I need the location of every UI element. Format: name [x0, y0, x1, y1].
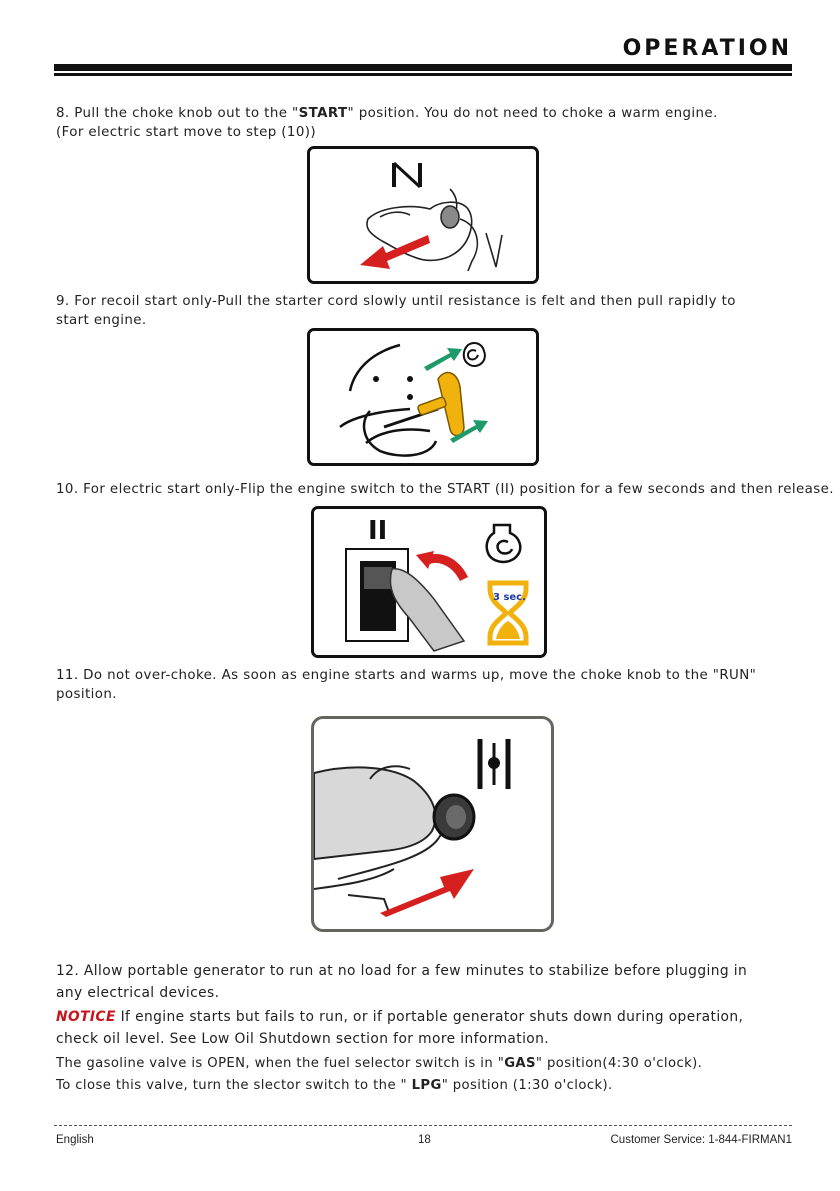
- step-9-text: 9. For recoil start only-Pull the starter cord slowly until resistance is felt and then pull rapidly to start engine.: [56, 294, 736, 328]
- flip-arrow: [426, 558, 464, 579]
- step-10-text: 10. For electric start only-Flip the engine switch to the START (II) position for a few seconds and then release.: [56, 482, 834, 497]
- choke-knob: [441, 206, 459, 228]
- push-arrow: [380, 869, 474, 917]
- switch-start-label: II: [368, 516, 388, 546]
- engine-start-icon: [464, 343, 485, 366]
- recoil-illustration: [310, 331, 536, 463]
- engine-housing: [340, 345, 436, 456]
- gas-valve-text: The gasoline valve is OPEN, when the fuel selector switch is in "GAS" position(4:30 o'clock). To close this valve, turn the slector switch to the " LPG" position (1:30 o'clock).: [56, 1056, 703, 1093]
- switch-illustration: [314, 509, 544, 655]
- timer-label: 3 sec.: [493, 592, 526, 603]
- notice-label: NOTICE: [56, 1009, 116, 1025]
- starter-handle: [417, 373, 464, 436]
- header-rule-thick: [54, 64, 792, 71]
- recoil-start-figure: [307, 328, 539, 466]
- step-11-text: 11. Do not over-choke. As soon as engine starts and warms up, move the choke knob to the "RUN" position.: [56, 668, 757, 702]
- footer-language: English: [56, 1134, 94, 1146]
- step-12-text: 12. Allow portable generator to run at no load for a few minutes to stabilize before plugging in any electrical devices.: [56, 963, 748, 1001]
- choke-knob: [434, 795, 474, 839]
- notice-text: NOTICE If engine starts but fails to run, or if portable generator shuts down during operation, check oil level. See Low Oil Shutdown section for more information.: [56, 1009, 744, 1047]
- header-rule-thin: [54, 73, 792, 76]
- footer-customer-service: Customer Service: 1-844-FIRMAN1: [610, 1134, 792, 1146]
- page-title: OPERATION: [622, 36, 792, 61]
- electric-start-figure: [311, 506, 547, 658]
- page-number: 18: [418, 1134, 431, 1146]
- choke-start-icon: [394, 163, 420, 187]
- pull-arrow: [360, 235, 430, 269]
- choke-run-figure: [311, 716, 554, 932]
- hourglass-icon: [490, 583, 526, 643]
- step-8-text: 8. Pull the choke knob out to the "START" position. You do not need to choke a warm engine. (For electric start move to step (10)): [56, 106, 718, 140]
- engine-start-icon: [487, 525, 521, 562]
- footer-divider: [54, 1125, 792, 1126]
- run-indicator-dot: [488, 757, 500, 769]
- hand-drawing: [314, 767, 442, 889]
- choke-run-illustration: [314, 719, 551, 929]
- choke-hand-illustration: [310, 149, 536, 281]
- choke-start-figure: [307, 146, 539, 284]
